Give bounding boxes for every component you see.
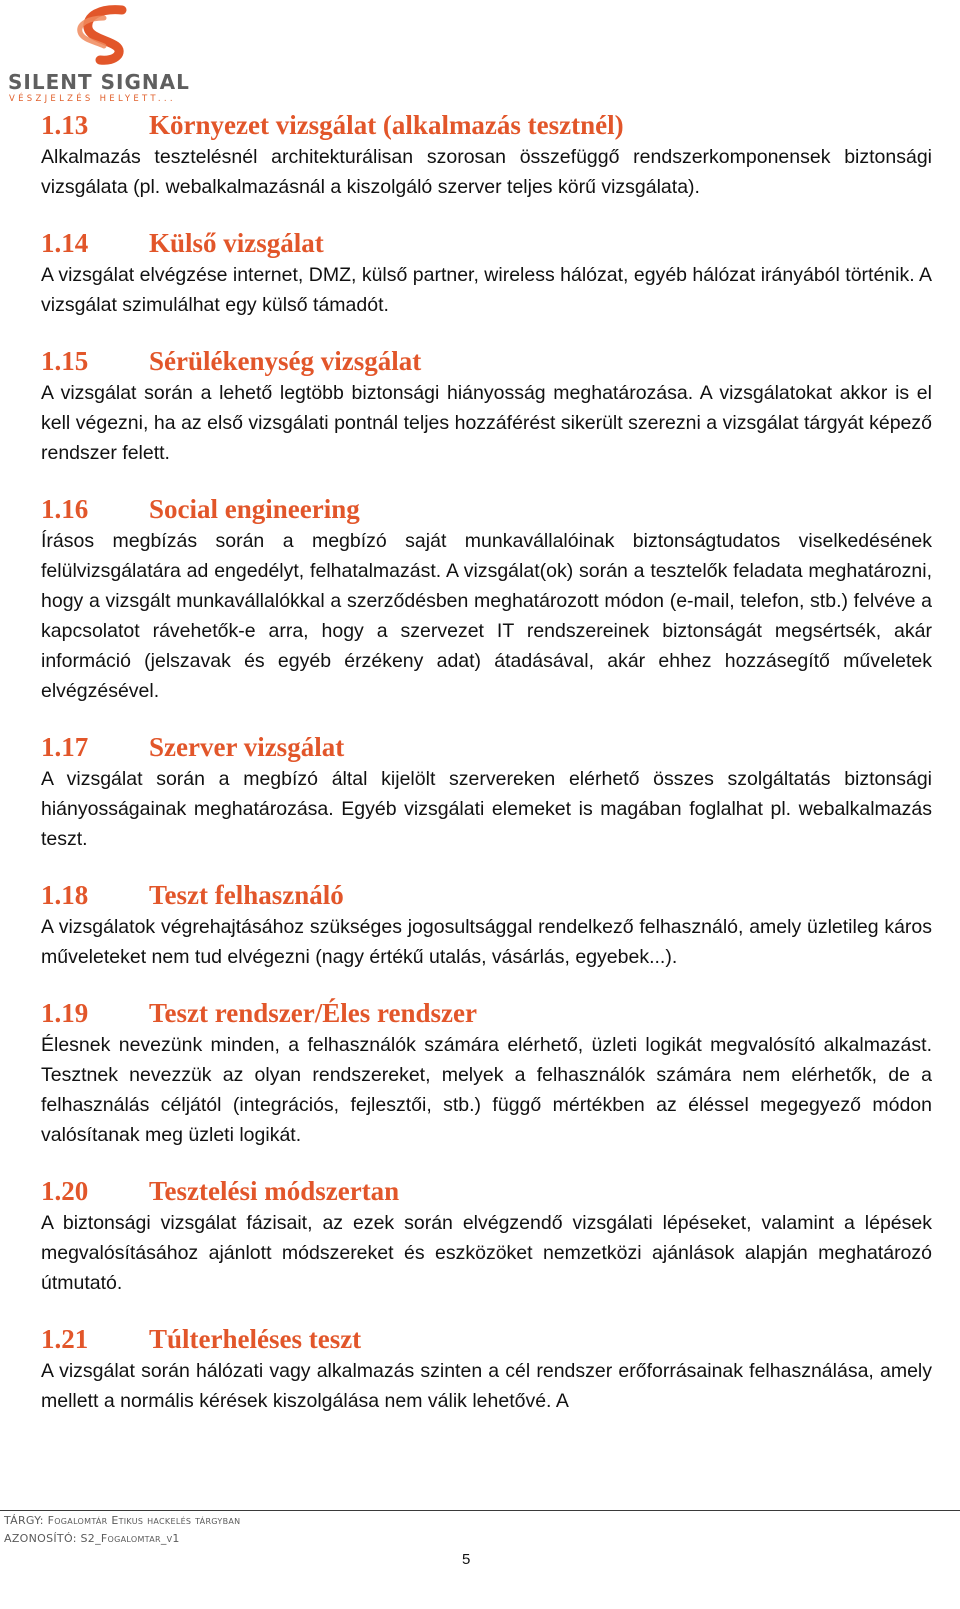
section-title: Social engineering <box>149 494 360 524</box>
section-text: Írásos megbízás során a megbízó saját munkavállalóinak biztonságtudatos viselkedésének felülvizsgálatára ad engedélyt, felhatalmazást. A vizsgálat(ok) során a tesztelők feladata meghatározni, hogy a vizsgált munkavállalókkal a szerződésben meghatározott módon (e-mail, telefon, stb.) felvéve a kapcsolatot rávehetők-e arra, hogy a szervezet IT rendszereinek biztonságát megsértsék, akár információ (jelszavak és egyéb érzékeny adat) átadásával, akár ehhez hozzásegítő műveletek elvégzésével. <box>41 530 932 702</box>
section-text: A vizsgálatok végrehajtásához szükséges jogosultsággal rendelkező felhasználó, amely üzletileg káros műveleteket nem tud elvégezni (nagy értékű utalás, vásárlás, egyebek...). <box>41 916 932 968</box>
logo-mark-icon <box>4 4 204 74</box>
section-title: Túlterheléses teszt <box>149 1324 362 1354</box>
section-title: Környezet vizsgálat (alkalmazás tesztnél) <box>149 110 624 140</box>
section-1-16 <box>41 492 932 706</box>
section-text: A vizsgálat elvégzése internet, DMZ, külső partner, wireless hálózat, egyéb hálózat irányából történik. A vizsgálat szimulálhat egy külső támadót. <box>41 264 932 316</box>
section-heading <box>41 1322 932 1356</box>
section-text: A biztonsági vizsgálat fázisait, az ezek során elvégzendő vizsgálati lépéseket, valamint a lépések megvalósításához ajánlott módszereket és eszközöket nemzetközi ajánlások alapján meghatározó útmutató. <box>41 1212 932 1294</box>
section-title: Teszt rendszer/Éles rendszer <box>149 998 477 1028</box>
section-number: 1.15 <box>41 346 89 376</box>
section-text: A vizsgálat során hálózati vagy alkalmazás szinten a cél rendszer erőforrásainak felhasználása, amely mellett a normális kérések kiszolgálása nem válik lehetővé. A <box>41 1360 932 1412</box>
section-title: Teszt felhasználó <box>149 880 344 910</box>
section-1-15 <box>41 344 932 468</box>
section-number: 1.19 <box>41 998 89 1028</box>
section-text: A vizsgálat során a lehető legtöbb biztonsági hiányosság meghatározása. A vizsgálatokat akkor is el kell végezni, ha az első vizsgálati pontnál teljes hozzáférést sikerült szerezni a vizsgálat tárgyát képező rendszer felett. <box>41 382 932 464</box>
page-number: 5 <box>462 1551 471 1568</box>
section-number: 1.20 <box>41 1176 89 1206</box>
section-number: 1.14 <box>41 228 89 258</box>
section-text: Alkalmazás tesztelésnél architekturálisan szorosan összefüggő rendszerkomponensek biztonsági vizsgálata (pl. webalkalmazásnál a kiszolgáló szerver teljes körű vizsgálata). <box>41 146 932 198</box>
section-title: Sérülékenység vizsgálat <box>149 346 422 376</box>
section-heading <box>41 108 932 142</box>
section-1-20 <box>41 1174 932 1298</box>
section-heading <box>41 996 932 1030</box>
section-text: Élesnek nevezünk minden, a felhasználók számára elérhető, üzleti logikát megvalósító alkalmazást. Tesztnek nevezzük az olyan rendszereket, melyek a felhasználók számára nem elérhetők, de a felhasználás céljától (integrációs, fejlesztői, stb.) függő mértékben az éléssel megegyező módon valósítanak meg üzleti logikát. <box>41 1034 932 1146</box>
section-1-19 <box>41 996 932 1150</box>
company-logo <box>4 4 204 102</box>
section-1-21 <box>41 1322 932 1416</box>
section-number: 1.18 <box>41 880 89 910</box>
section-number: 1.21 <box>41 1324 89 1354</box>
footer-subject: TÁRGY: Fogalomtár Etikus hackelés tárgyban <box>4 1514 241 1527</box>
section-title: Szerver vizsgálat <box>149 732 345 762</box>
logo-name: SILENT SIGNAL <box>8 70 190 94</box>
section-heading <box>41 1174 932 1208</box>
section-number: 1.16 <box>41 494 89 524</box>
section-1-17 <box>41 730 932 854</box>
section-number: 1.17 <box>41 732 89 762</box>
section-title: Tesztelési módszertan <box>149 1176 400 1206</box>
section-1-13 <box>41 108 932 202</box>
section-1-18 <box>41 878 932 972</box>
document-body <box>41 108 932 1416</box>
section-heading <box>41 344 932 378</box>
section-heading <box>41 878 932 912</box>
section-heading <box>41 730 932 764</box>
section-text: A vizsgálat során a megbízó által kijelölt szervereken elérhető összes szolgáltatás biztonsági hiányosságainak meghatározása. Egyéb vizsgálati elemeket is magában foglalhat pl. webalkalmazás teszt. <box>41 768 932 850</box>
section-heading <box>41 492 932 526</box>
section-title: Külső vizsgálat <box>149 228 324 258</box>
footer-divider <box>0 1510 960 1511</box>
footer-identifier: AZONOSÍTÓ: S2_Fogalomtar_v1 <box>4 1532 180 1545</box>
section-heading <box>41 226 932 260</box>
section-number: 1.13 <box>41 110 89 140</box>
logo-tagline: VÉSZJELZÉS HELYETT... <box>9 94 176 104</box>
section-1-14 <box>41 226 932 320</box>
